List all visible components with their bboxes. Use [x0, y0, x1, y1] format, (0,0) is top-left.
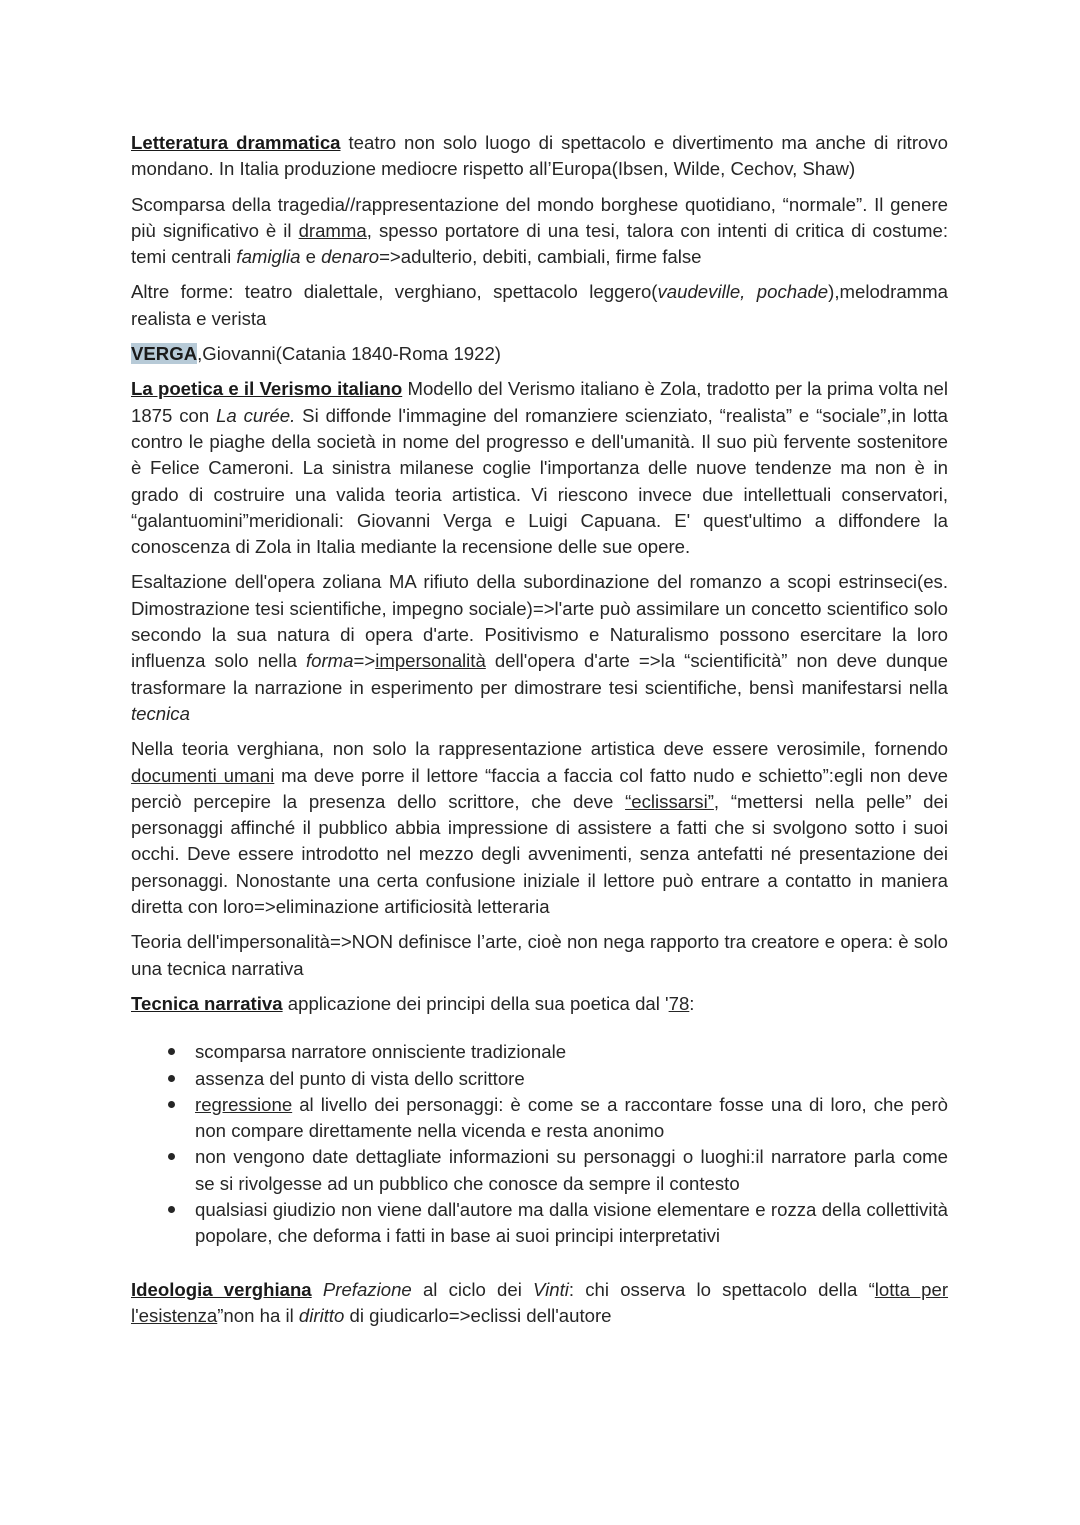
- section-heading: Tecnica narrativa: [131, 992, 283, 1014]
- underlined-term: documenti umani: [131, 764, 275, 786]
- section-heading: Ideologia verghiana: [131, 1278, 312, 1300]
- text-run: Teoria dell'impersonalità=>NON definisce l’arte, cioè non nega rapporto tra creatore e opera: è solo una tecnica narrativa: [131, 931, 948, 979]
- text-run: di giudicarlo=>eclissi dell'autore: [344, 1304, 612, 1326]
- list-item-text: scomparsa narratore onnisciente tradizionale: [195, 1041, 567, 1063]
- text-run: Nella teoria verghiana, non solo la rappresentazione artistica deve essere verosimile, fornendo: [131, 738, 948, 760]
- italic-term: famiglia: [236, 246, 301, 268]
- list-item-text: assenza del punto di vista dello scrittore: [195, 1067, 525, 1089]
- paragraph-verga: [131, 341, 948, 367]
- italic-title: Vinti: [533, 1278, 569, 1300]
- text-run: ”non ha il: [217, 1304, 299, 1326]
- list-item: [195, 1092, 948, 1145]
- paragraph-impersonalita: [131, 929, 948, 982]
- italic-title: La curée.: [216, 404, 296, 426]
- list-item-text: al livello dei personaggi: è come se a raccontare fosse una di loro, che però non compare direttamente nella vicenda e resta anonimo: [195, 1093, 948, 1142]
- paragraph-teoria-verghiana: [131, 736, 948, 920]
- list-item: [195, 1066, 948, 1092]
- italic-term: vaudeville, pochade: [657, 281, 829, 303]
- paragraph-esaltazione-zoliana: [131, 569, 948, 727]
- text-run: [312, 1279, 323, 1300]
- paragraph-text: teatro non solo luogo di spettacolo e divertimento ma anche di ritrovo mondano. In Italia produzione mediocre rispetto all’Europa(Ibsen, Wilde, Cechov, Shaw): [131, 132, 948, 180]
- text-run: al ciclo dei: [411, 1278, 534, 1300]
- list-item-text: non vengono date dettagliate informazioni su personaggi o luoghi:il narratore parla come se si rivolgesse ad un pubblico che conosce da sempre il contesto: [195, 1146, 948, 1194]
- underlined-term: regressione: [195, 1093, 293, 1115]
- underlined-term: lotta per l'esistenza: [131, 1278, 949, 1326]
- list-item: [195, 1144, 948, 1197]
- italic-term: forma: [305, 650, 354, 672]
- paragraph-ideologia-verghiana: [131, 1277, 948, 1330]
- paragraph-poetica-verismo: [131, 376, 948, 560]
- text-run: : chi osserva lo spettacolo della “: [568, 1278, 875, 1300]
- italic-term: denaro: [321, 246, 380, 268]
- text-run: ),melodramma realista e verista: [131, 281, 948, 329]
- text-run: e: [300, 246, 322, 268]
- spacer: [131, 1026, 948, 1039]
- underlined-term: impersonalità: [375, 650, 486, 672]
- text-run: applicazione dei principi della sua poetica dal ': [282, 992, 669, 1014]
- underlined-term: 78: [668, 992, 690, 1014]
- underlined-term: dramma: [298, 219, 367, 241]
- section-heading: Letteratura drammatica: [131, 132, 341, 153]
- italic-term: diritto: [298, 1304, 345, 1326]
- text-run: Si diffonde l'immagine del romanziere scienziato, “realista” e “sociale”,in lotta contro le piaghe della società in nome del progresso e dell'umanità. Il suo più fervente sostenitore è Felice Cameroni. La sinistra milanese coglie l'importanza delle nuove tendenze ma non è in grado di costruire una valida teoria artistica. Vi riescono invece due intellettuali conservatori, “galantuomini”meridionali: Giovanni Verga e Luigi Capuana. E' quest'ultimo a diffondere la conoscenza di Zola in Italia mediante la recensione delle sue opere.: [131, 404, 948, 558]
- text-run: , “mettersi nella pelle” dei personaggi affinché il pubblico abbia impressione di assistere a fatti che si svolgono sotto i suoi occhi. Deve essere introdotto nel mezzo degli avvenimenti, senza antefatti né presentazione dei personaggi. Nonostante una certa confusione iniziale il lettore può entrare a contatto in maniera diretta con loro=>eliminazione artificiosità letteraria: [131, 790, 948, 918]
- paragraph-altre-forme: [131, 279, 948, 332]
- underlined-term: “eclissarsi”: [625, 790, 714, 812]
- text-run: Altre forme: teatro dialettale, verghiano, spettacolo leggero(: [131, 281, 658, 303]
- highlighted-name: VERGA: [131, 343, 198, 365]
- italic-title: Prefazione: [322, 1278, 412, 1300]
- text-run: :: [689, 992, 695, 1014]
- italic-term: tecnica: [131, 702, 190, 724]
- section-heading: La poetica e il Verismo italiano: [131, 378, 403, 400]
- text-run: =>: [353, 650, 376, 672]
- text-run: dell'opera d'arte =>la “scientificità” non deve dunque trasformare la narrazione in esperimento per dimostrare tesi scientifiche, bensì manifestarsi nella: [131, 650, 948, 698]
- text-run: Esaltazione dell'opera zoliana MA rifiuto della subordinazione del romanzo a scopi estrinseci(es. Dimostrazione tesi scientifiche, impegno sociale)=>l'arte può assimilare un concetto scientifico solo secondo la sua natura di opera d'arte. Positivismo e Naturalismo possono esercitare la loro influenza solo nella: [131, 571, 948, 672]
- paragraph-letteratura-drammatica: [131, 130, 948, 183]
- bullet-list: [131, 1039, 948, 1249]
- text-run: =>adulterio, debiti, cambiali, firme false: [379, 246, 702, 268]
- paragraph-scomparsa-tragedia: [131, 192, 948, 271]
- list-item: [195, 1039, 948, 1065]
- text-run: Modello del Verismo italiano è Zola, tradotto per la prima volta nel 1875 con: [131, 378, 948, 426]
- text-run: , spesso portatore di una tesi, talora con intenti di critica di costume: temi centrali: [131, 219, 948, 268]
- list-item: [195, 1197, 948, 1250]
- text-run: ma deve porre il lettore “faccia a faccia col fatto nudo e schietto”:egli non deve perciò percepire la presenza dello scrittore, che deve: [131, 764, 948, 812]
- paragraph-tecnica-narrativa: [131, 991, 948, 1017]
- text-run: ,Giovanni(Catania 1840-Roma 1922): [197, 343, 501, 365]
- list-item-text: qualsiasi giudizio non viene dall'autore ma dalla visione elementare e rozza della collettività popolare, che deforma i fatti in base ai suoi principi interpretativi: [195, 1198, 948, 1247]
- text-run: Scomparsa della tragedia//rappresentazione del mondo borghese quotidiano, “normale”. Il genere più significativo è il: [131, 193, 948, 241]
- document-page: [131, 130, 948, 1338]
